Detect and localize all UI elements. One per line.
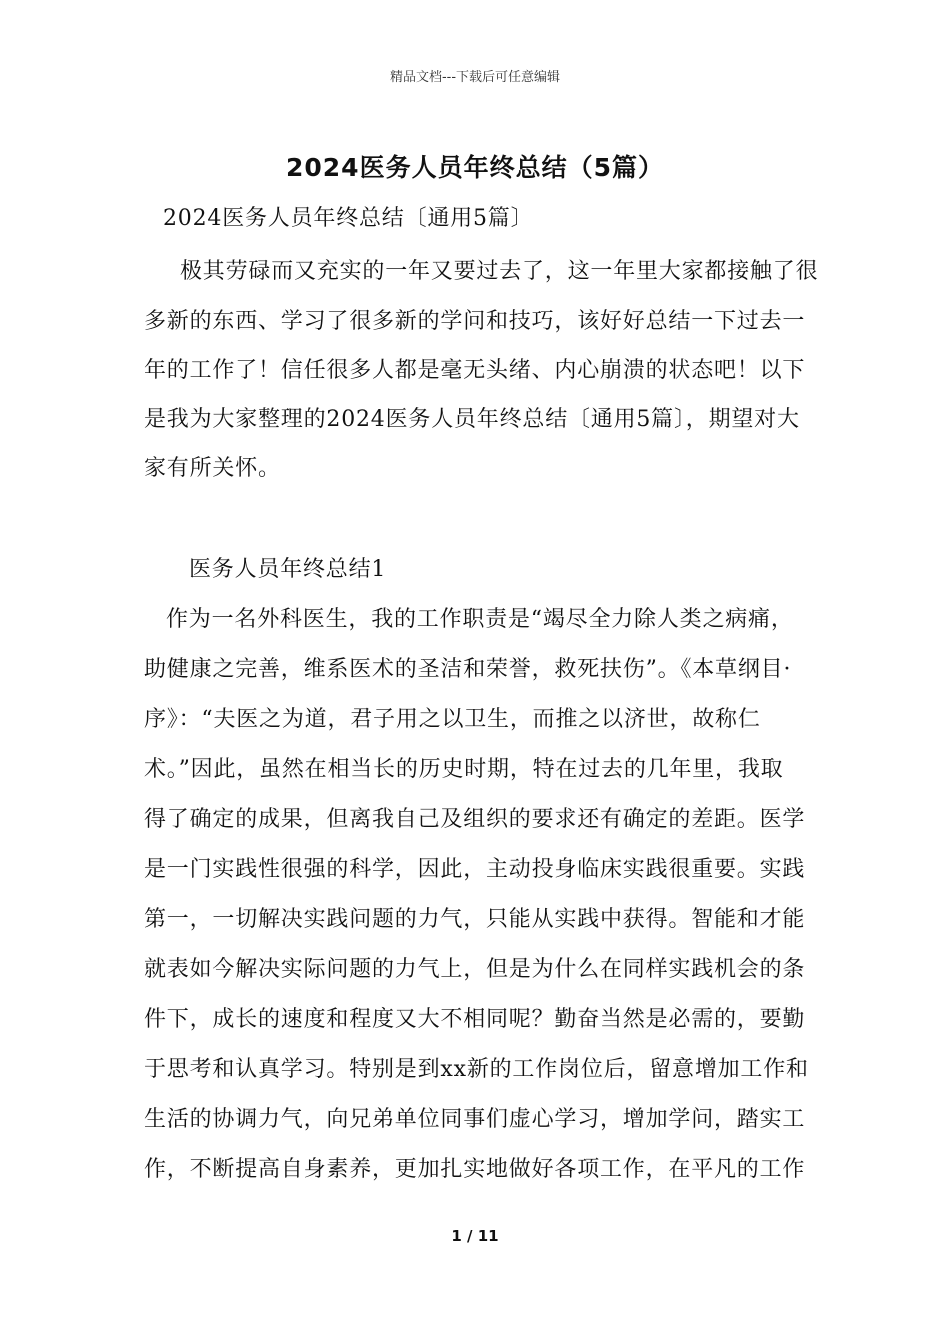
document-subtitle: 2024医务人员年终总结〔通用5篇〕 [163,206,534,231]
body-line: 助健康之完善，维系医术的圣洁和荣誉，救死扶伤”。《本草纲目· [144,657,792,682]
page-number: 1 / 11 [451,1227,499,1245]
body-line: 第一，一切解决实践问题的力气，只能从实践中获得。智能和才能 [144,907,806,932]
body-line: 术。”因此，虽然在相当长的历史时期，特在过去的几年里，我取 [144,757,784,782]
body-line: 得了确定的成果，但离我自己及组织的要求还有确定的差距。医学 [144,807,806,832]
page-header: 精品文档---下载后可任意编辑 [389,70,561,85]
intro-line: 多新的东西、学习了很多新的学问和技巧，该好好总结一下过去一 [144,309,806,334]
intro-line: 年的工作了！信任很多人都是毫无头绪、内心崩溃的状态吧！以下 [144,358,806,383]
body-line: 作，不断提高自身素养，更加扎实地做好各项工作，在平凡的工作 [144,1157,806,1182]
intro-line: 家有所关怀。 [144,456,281,481]
body-line: 序》：“夫医之为道，君子用之以卫生，而推之以济世，故称仁 [144,707,761,732]
body-line: 就表如今解决实际问题的力气上，但是为什么在同样实践机会的条 [144,957,806,982]
intro-line: 极其劳碌而又充实的一年又要过去了，这一年里大家都接触了很 [180,259,819,284]
body-line: 是一门实践性很强的科学，因此，主动投身临床实践很重要。实践 [144,857,806,882]
document-title: 2024医务人员年终总结（5篇） [286,153,664,182]
intro-line: 是我为大家整理的2024医务人员年终总结〔通用5篇〕，期望对大 [144,407,800,432]
body-line: 于思考和认真学习。特别是到xx新的工作岗位后，留意增加工作和 [144,1057,809,1082]
body-line: 作为一名外科医生，我的工作职责是“竭尽全力除人类之病痛， [166,607,794,632]
body-line: 件下，成长的速度和程度又大不相同呢？勤奋当然是必需的，要勤 [144,1007,806,1032]
section-heading: 医务人员年终总结1 [189,557,387,582]
body-line: 生活的协调力气，向兄弟单位同事们虚心学习，增加学问，踏实工 [144,1107,806,1132]
